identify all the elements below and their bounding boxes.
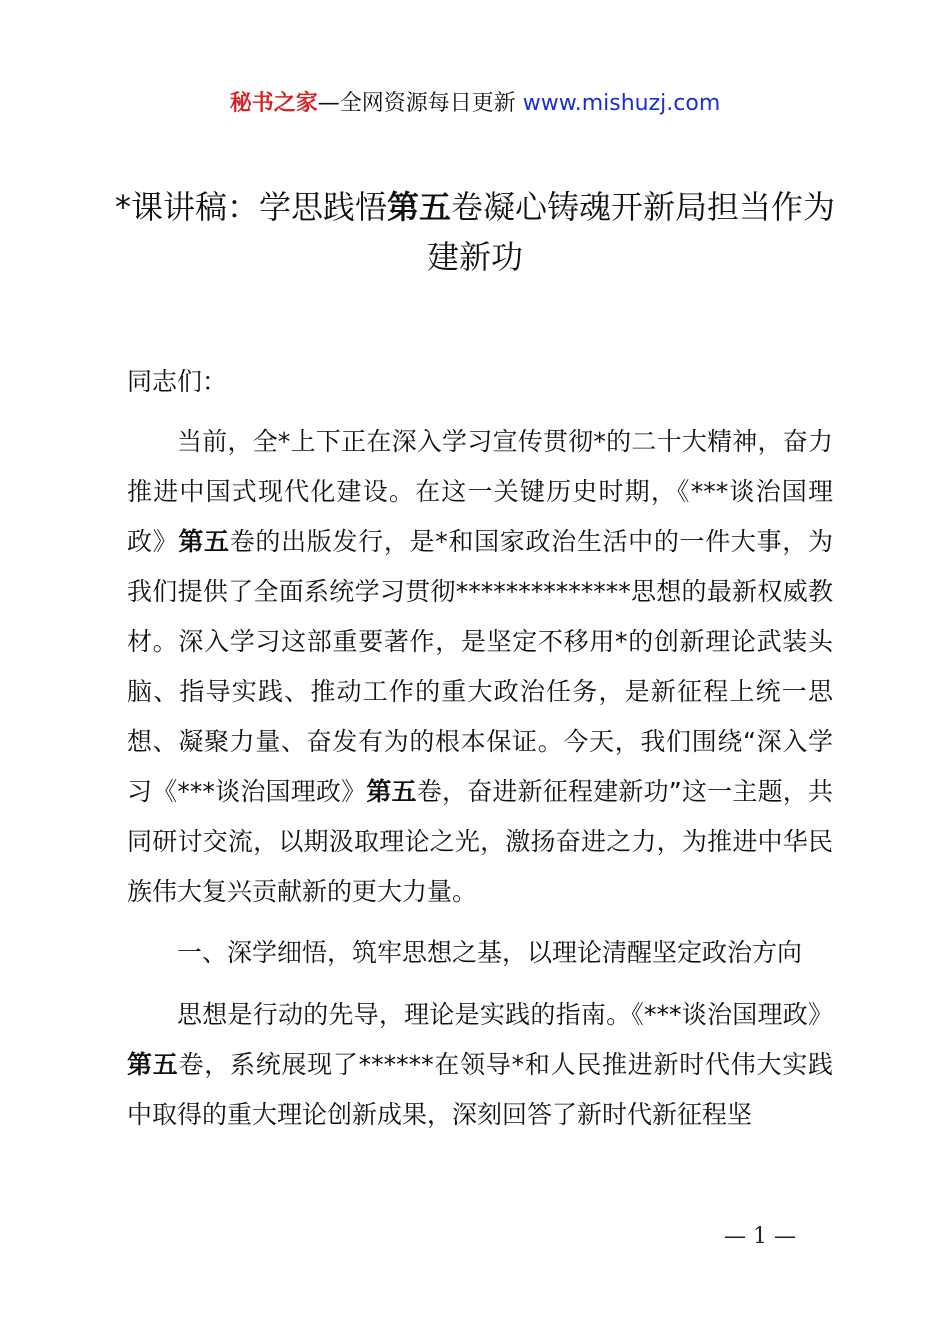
paragraph-text: 当前，全*上下正在深入学习宣传贯彻*的二十大精神，奋力推进中国式现代化建设。在这一关键历史时期，《***谈治国理政》 (127, 427, 833, 556)
section-heading: 一、深学细悟，筑牢思想之基，以理论清醒坚定政治方向 (177, 938, 803, 967)
paragraph-text: 卷，奋进新征程建新功”这一主题，共同研讨交流，以期汲取理论之光，激扬奋进之力，为推进中华民族伟大复兴贡献新的更大力量。 (127, 777, 833, 906)
paragraph-text: 卷的出版发行，是*和国家政治生活中的一件大事，为我们提供了全面系统学习贯彻**************思想的最新权威教材。深入学习这部重要著作，是坚定不移用*的创新理论武装头脑、指导实践、推动工作的重大政治任务，是新征程上统一思想、凝聚力量、奋发有为的根本保证。今天，我们围绕“深入学习《***谈治国理政》 (127, 527, 833, 806)
brand-name: 秘书之家 (229, 91, 318, 116)
paragraph-section-one (127, 990, 833, 1140)
bold-volume-text: 第五 (178, 527, 230, 556)
paragraph-text: 思想是行动的先导，理论是实践的指南。《***谈治国理政》 (177, 1000, 833, 1029)
site-header (0, 86, 950, 122)
bold-volume-text: 第五 (366, 777, 417, 806)
bold-volume-text: 第五 (127, 1050, 179, 1079)
header-tagline: —全网资源每日更新 (317, 91, 523, 116)
page-number: — 1 — (724, 1224, 796, 1249)
salutation: 同志们： (127, 367, 228, 396)
site-url-link[interactable]: www.mishuzj.com (522, 91, 721, 116)
title-suffix: 卷凝心铸魂开新局担当作为建新功 (426, 188, 836, 276)
title-emphasis: 第五 (386, 188, 451, 226)
title-prefix: *课讲稿：学思践悟 (114, 188, 387, 226)
paragraph-text: 卷，系统展现了******在领导*和人民推进新时代伟大实践中取得的重大理论创新成果，深刻回答了新时代新征程坚 (127, 1050, 833, 1129)
document-title (100, 182, 850, 282)
paragraph-intro (127, 417, 833, 917)
